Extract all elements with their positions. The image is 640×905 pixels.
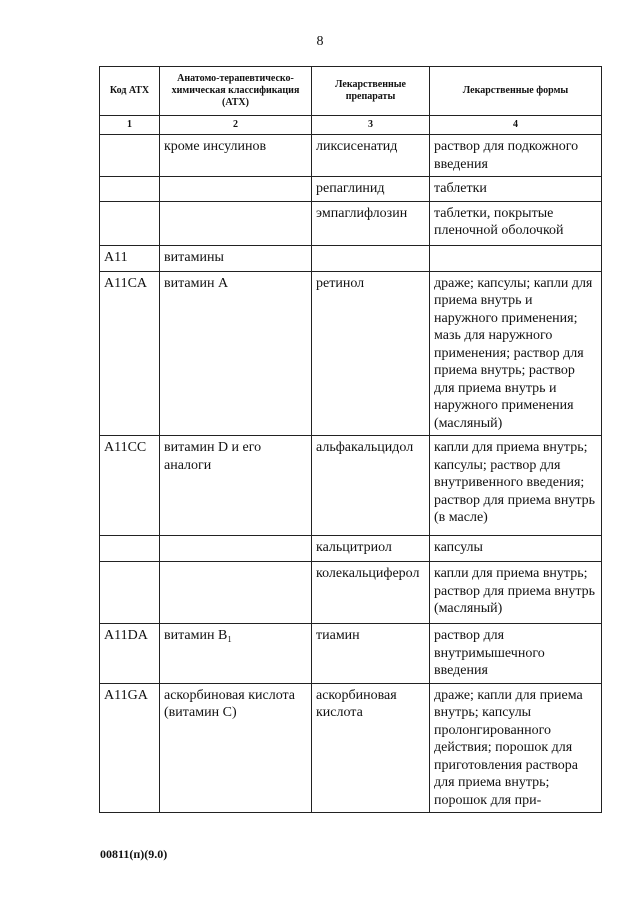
table-row [100,536,602,562]
forms-cell: таблетки [430,177,602,202]
table-row [100,683,602,813]
table-row [100,245,602,271]
drug-cell: тиамин [312,624,430,684]
drug-cell: эмпаглифлозин [312,201,430,245]
classification-cell: витамин D и его аналоги [160,436,312,536]
document-footer-code: 00811(п)(9.0) [100,847,168,861]
forms-cell: капли для приема внутрь; капсулы; раствор для внутривенного введения; раствор для приема внутрь (в масле) [430,436,602,536]
forms-cell [430,245,602,271]
forms-cell: драже; капли для приема внутрь; капсулы пролонгированного действия; порошок для приготовления раствора для приема внутрь; порошок для при- [430,683,602,813]
forms-cell: капсулы [430,536,602,562]
atc-code-cell [100,177,160,202]
header-dosage-forms: Лекарственные формы [430,67,602,116]
column-number: 1 [100,116,160,135]
header-drugs: Лекарственные препараты [312,67,430,116]
drug-cell: колекальциферол [312,562,430,624]
drug-cell: альфакальцидол [312,436,430,536]
table-row [100,562,602,624]
classification-cell: кроме инсулинов [160,135,312,177]
classification-cell [160,536,312,562]
classification-cell: аскорбиновая кислота (витамин C) [160,683,312,813]
forms-cell: раствор для подкожного введения [430,135,602,177]
atc-code-cell: A11CA [100,271,160,436]
atc-code-cell: A11CC [100,436,160,536]
drug-cell: репаглинид [312,177,430,202]
header-atc-code: Код АТХ [100,67,160,116]
table-row [100,201,602,245]
classification-cell: витамин B₁ [160,624,312,684]
drug-cell: аскорбиновая кислота [312,683,430,813]
atc-code-cell [100,536,160,562]
atc-code-cell: A11DA [100,624,160,684]
atc-code-cell [100,201,160,245]
table-row [100,271,602,436]
table-row [100,177,602,202]
classification-cell [160,177,312,202]
forms-cell: капли для приема внутрь; раствор для приема внутрь (масляный) [430,562,602,624]
column-number: 4 [430,116,602,135]
column-number: 3 [312,116,430,135]
column-number: 2 [160,116,312,135]
drug-table-container [99,66,602,813]
forms-cell: драже; капсулы; капли для приема внутрь и наружного применения; мазь для наружного применения; раствор для приема внутрь; раствор для приема внутрь и наружного применения (масляный) [430,271,602,436]
classification-cell: витамин A [160,271,312,436]
drug-cell [312,245,430,271]
table-row [100,436,602,536]
drug-cell: ретинол [312,271,430,436]
table-row [100,624,602,684]
header-atc-classification: Анатомо-терапевтическо-химическая классификация (АТХ) [160,67,312,116]
classification-cell [160,562,312,624]
atc-code-cell: A11 [100,245,160,271]
drug-classification-table [99,66,602,813]
classification-cell: витамины [160,245,312,271]
page-number: 8 [316,34,324,49]
atc-code-cell: A11GA [100,683,160,813]
classification-cell [160,201,312,245]
drug-cell: ликсисенатид [312,135,430,177]
forms-cell: таблетки, покрытые пленочной оболочкой [430,201,602,245]
forms-cell: раствор для внутримышечного введения [430,624,602,684]
atc-code-cell [100,562,160,624]
atc-code-cell [100,135,160,177]
table-row [100,135,602,177]
drug-cell: кальцитриол [312,536,430,562]
